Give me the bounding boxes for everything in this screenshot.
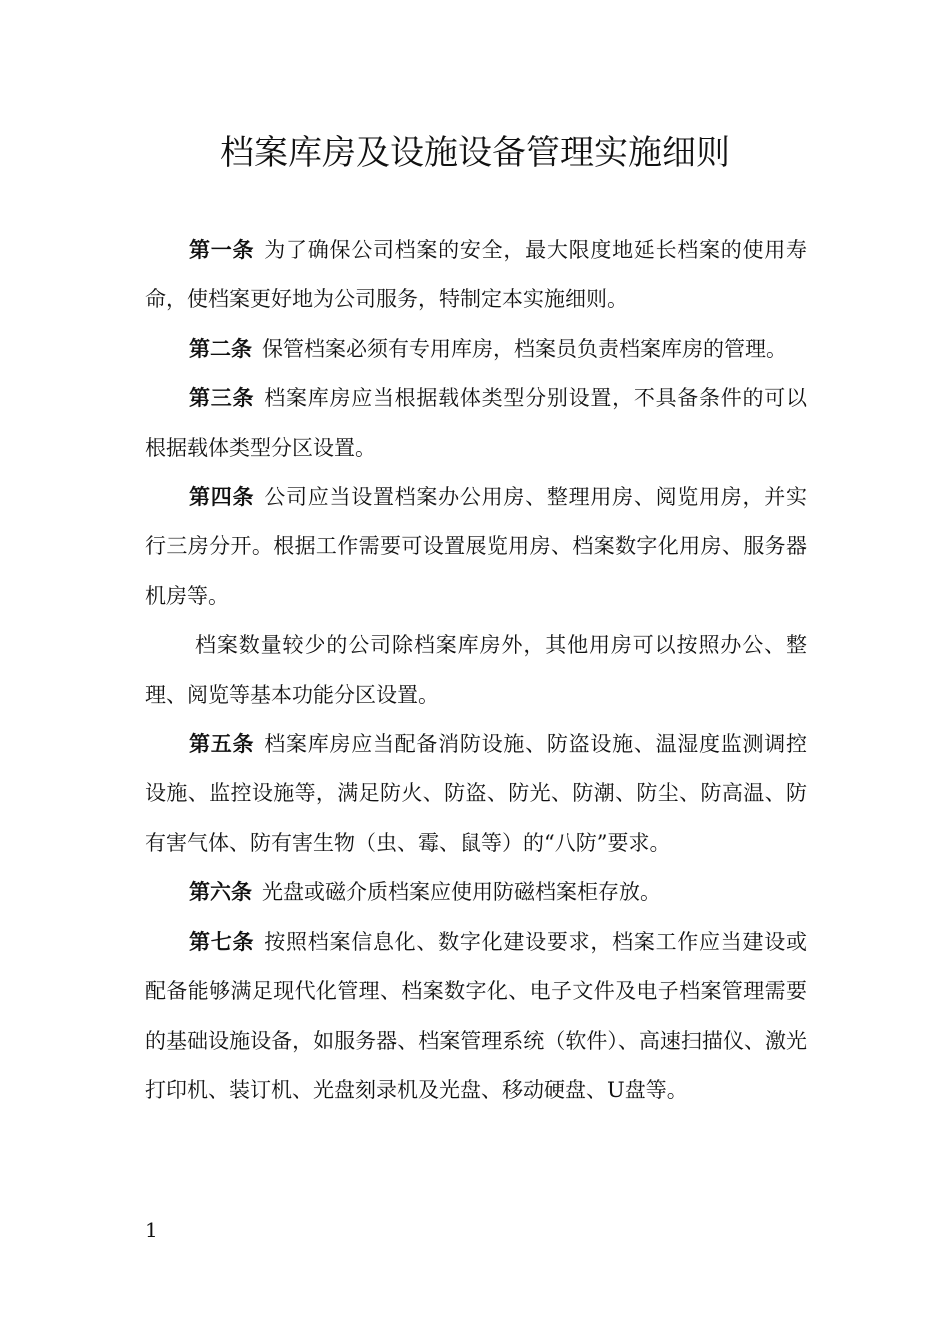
page-number: 1 — [145, 1218, 158, 1242]
paragraph-text: 档案数量较少的公司除档案库房外，其他用房可以按照办公、整理、阅览等基本功能分区设置。 — [145, 633, 807, 707]
article-text: 档案库房应当配备消防设施、防盗设施、温湿度监测调控设施、监控设施等，满足防火、防盗、防光、防潮、防尘、防高温、防有害气体、防有害生物（虫、霉、鼠等）的“八防”要求。 — [145, 732, 808, 855]
article-label: 第七条 — [189, 929, 255, 954]
article-label: 第二条 — [189, 336, 252, 361]
article-label: 第五条 — [189, 732, 255, 757]
article-4-continuation — [145, 621, 807, 720]
article-text: 公司应当设置档案办公用房、整理用房、阅览用房，并实行三房分开。根据工作需要可设置展览用房、档案数字化用房、服务器机房等。 — [145, 485, 808, 608]
article-4 — [145, 473, 807, 621]
article-text: 光盘或磁介质档案应使用防磁档案柜存放。 — [262, 880, 661, 905]
article-label: 第一条 — [189, 238, 255, 262]
article-text: 按照档案信息化、数字化建设要求，档案工作应当建设或配备能够满足现代化管理、档案数字化、电子文件及电子档案管理需要的基础设施设备，如服务器、档案管理系统（软件）、高速扫描仪、激光打印机、装订机、光盘刻录机及光盘、移动硬盘、U盘等。 — [145, 929, 808, 1102]
article-label: 第四条 — [189, 485, 255, 510]
article-text: 为了确保公司档案的安全，最大限度地延长档案的使用寿命，使档案更好地为公司服务，特制定本实施细则。 — [145, 238, 808, 312]
article-label: 第三条 — [189, 386, 255, 411]
article-6 — [145, 868, 807, 917]
article-3 — [145, 374, 807, 473]
article-1 — [145, 226, 807, 325]
document-title: 档案库房及设施设备管理实施细则 — [220, 133, 730, 173]
document-body — [145, 226, 807, 1115]
article-text: 保管档案必须有专用库房，档案员负责档案库房的管理。 — [262, 336, 787, 361]
article-7 — [145, 918, 807, 1116]
article-2 — [145, 325, 807, 374]
article-5 — [145, 720, 807, 868]
article-label: 第六条 — [189, 880, 252, 905]
article-text: 档案库房应当根据载体类型分别设置，不具备条件的可以根据载体类型分区设置。 — [145, 386, 808, 460]
